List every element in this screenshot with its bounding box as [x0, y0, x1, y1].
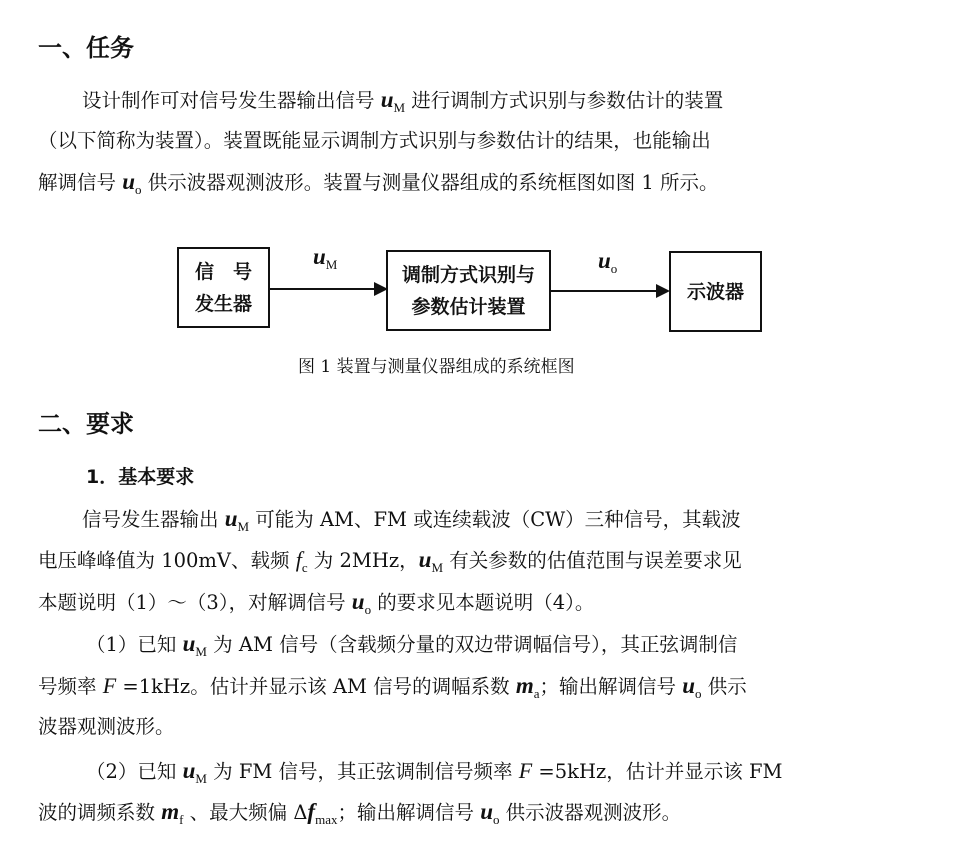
subscript: a	[533, 686, 540, 701]
subscript: o	[135, 182, 142, 197]
variable: u	[313, 244, 326, 269]
figure-caption: 图 1 装置与测量仪器组成的系统框图	[298, 357, 575, 377]
text-segment: 波的调频系数	[38, 801, 162, 824]
text-segment: 的要求见本题说明（4）。	[371, 591, 595, 614]
text-segment: 进行调制方式识别与参数估计的装置	[405, 89, 724, 112]
variable: u	[224, 506, 238, 531]
text-segment: 供示	[701, 675, 747, 698]
text-line	[38, 672, 747, 708]
subscript: M	[325, 257, 338, 272]
math-variable	[682, 673, 702, 701]
text-line	[86, 757, 782, 793]
text-line	[38, 546, 742, 582]
subscript: o	[610, 261, 618, 276]
text-line	[38, 168, 719, 204]
text-line	[82, 505, 741, 541]
subscript: o	[695, 686, 702, 701]
arrow-um	[268, 288, 386, 290]
arrow-label-uo	[598, 248, 617, 277]
subscript: o	[492, 812, 500, 827]
box-label: 调制方式识别与	[401, 263, 535, 286]
variable: m	[515, 673, 534, 698]
oscilloscope-box	[669, 251, 762, 332]
box-label: 示波器	[686, 280, 744, 303]
text-segment: （1）已知	[86, 633, 183, 656]
math-variable	[161, 799, 184, 827]
subscript: f	[179, 812, 184, 827]
variable: u	[682, 673, 696, 698]
text-segment: 、最大频偏 Δ	[183, 801, 308, 824]
text-segment: 供示波器观测波形。装置与测量仪器组成的系统框图如图 1 所示。	[141, 171, 719, 194]
subscript: M	[237, 519, 250, 534]
subscript: M	[393, 100, 406, 115]
section-heading-task: 一、任务	[38, 34, 134, 62]
math-variable	[182, 631, 207, 659]
text-segment: ；输出解调信号	[337, 801, 481, 824]
text-segment: 解调信号	[38, 171, 123, 194]
text-line	[38, 588, 594, 624]
subheading-basic-requirements: 1．基本要求	[86, 466, 195, 488]
math-variable	[380, 87, 406, 115]
box-label: 信 号	[194, 260, 252, 283]
text-segment: =1kHz。估计并显示该 AM 信号的调幅系数	[116, 675, 516, 698]
math-variable	[122, 169, 142, 197]
math-variable	[103, 675, 116, 698]
box-label: 发生器	[194, 292, 252, 315]
subscript: o	[364, 602, 372, 617]
math-variable	[224, 506, 250, 534]
variable: F	[518, 758, 533, 783]
text-segment: 电压峰峰值为 100mV、载频	[38, 549, 296, 572]
text-segment: 可能为 AM、FM 或连续载波（CW）三种信号，其载波	[249, 508, 741, 531]
variable: u	[480, 799, 493, 824]
variable: u	[418, 547, 432, 572]
text-segment: 为 AM 信号（含载频分量的双边带调幅信号），其正弦调制信	[206, 633, 738, 656]
math-variable	[418, 547, 444, 575]
math-variable	[519, 760, 532, 783]
variable: F	[102, 673, 117, 698]
arrow-uo	[549, 290, 668, 292]
text-segment: （2）已知	[86, 760, 183, 783]
text-segment: 供示波器观测波形。	[499, 801, 682, 824]
text-line	[38, 798, 681, 834]
math-variable	[515, 673, 540, 701]
variable: m	[161, 799, 180, 824]
variable: u	[182, 631, 196, 656]
text-line	[38, 713, 175, 741]
text-line	[82, 86, 723, 122]
math-variable	[307, 799, 338, 827]
text-segment: =5kHz，估计并显示该 FM	[532, 760, 783, 783]
variable: u	[598, 248, 611, 273]
subscript: M	[431, 560, 444, 575]
text-segment: 信号发生器输出	[82, 508, 225, 531]
variable: f	[307, 799, 316, 824]
text-segment: 设计制作可对信号发生器输出信号	[82, 89, 381, 112]
text-line	[38, 127, 711, 155]
subscript: M	[195, 644, 207, 659]
variable: u	[122, 169, 135, 194]
subscript: M	[195, 771, 207, 786]
text-segment: 号频率	[38, 675, 103, 698]
arrow-label-um	[313, 244, 337, 273]
box-label: 参数估计装置	[411, 295, 526, 318]
subscript: c	[301, 560, 308, 575]
variable: f	[295, 547, 302, 572]
text-segment: 本题说明（1）～（3），对解调信号	[38, 591, 352, 614]
math-variable	[295, 547, 308, 575]
text-segment: ；输出解调信号	[539, 675, 683, 698]
text-segment: 为 FM 信号，其正弦调制信号频率	[206, 760, 519, 783]
text-segment: （以下简称为装置）。装置既能显示调制方式识别与参数估计的结果，也能输出	[38, 129, 711, 152]
subscript: max	[315, 812, 338, 827]
variable: u	[351, 589, 365, 614]
modulation-recognition-box	[386, 250, 551, 331]
text-segment: 为 2MHz，	[307, 549, 419, 572]
math-variable	[182, 758, 207, 786]
variable: u	[182, 758, 196, 783]
text-segment: 波器观测波形。	[38, 715, 175, 738]
signal-generator-box	[177, 247, 270, 328]
text-segment: 有关参数的估值范围与误差要求见	[443, 549, 742, 572]
section-heading-requirements: 二、要求	[38, 410, 134, 438]
math-variable	[480, 799, 500, 827]
text-line	[86, 630, 737, 666]
math-variable	[351, 589, 372, 617]
variable: u	[380, 87, 394, 112]
